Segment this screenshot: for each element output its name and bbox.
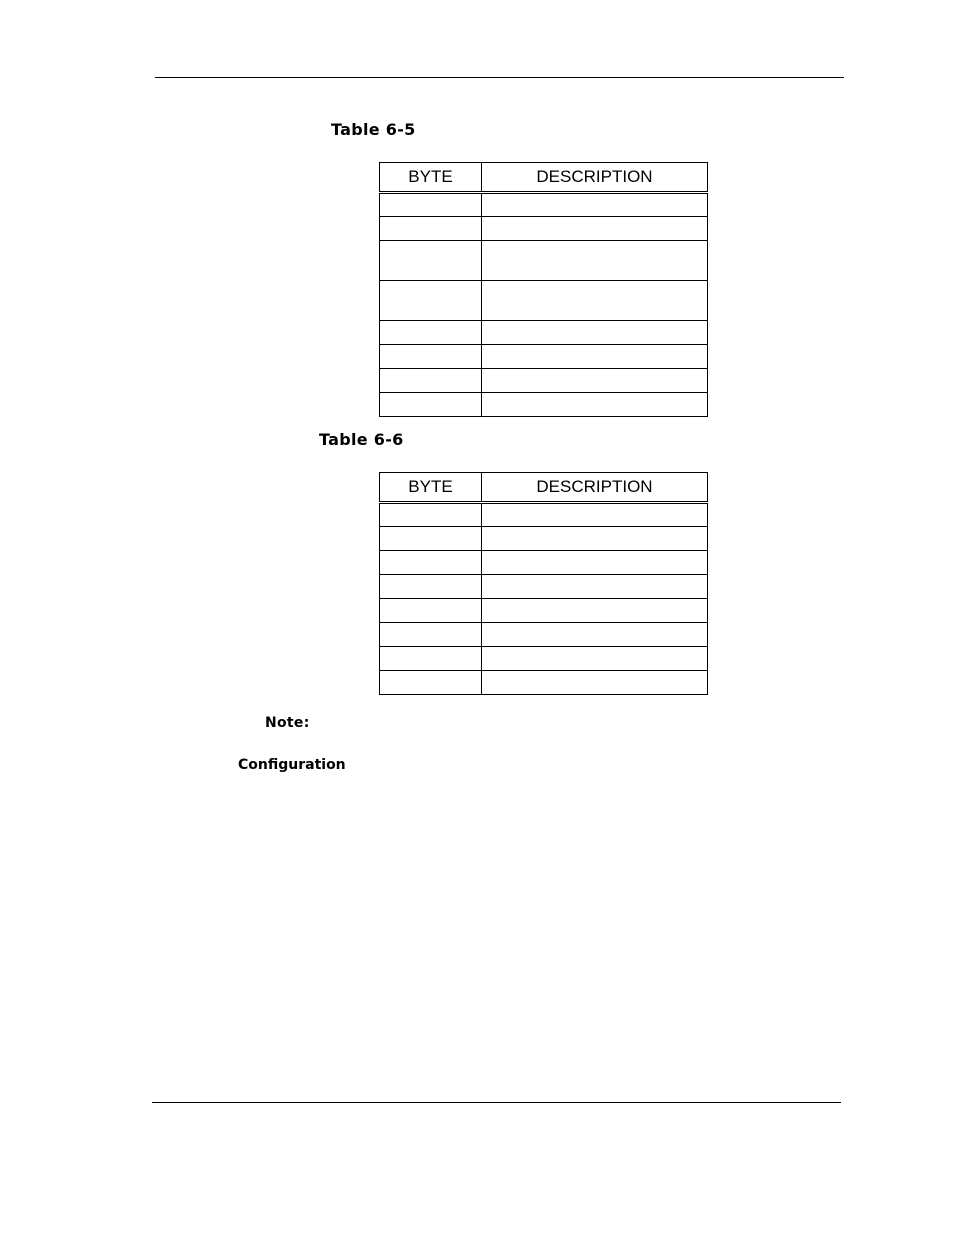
table-row: [380, 503, 708, 527]
header-rule: [155, 77, 844, 78]
table-row: [380, 369, 708, 393]
table-row: [380, 345, 708, 369]
table-row: [380, 671, 708, 695]
byte-cell: [380, 393, 482, 417]
description-cell: [482, 575, 708, 599]
description-cell: [482, 527, 708, 551]
byte-cell: [380, 647, 482, 671]
byte-column-header: BYTE: [380, 163, 482, 193]
table-row: [380, 193, 708, 217]
byte-cell: [380, 503, 482, 527]
table-row: [380, 241, 708, 281]
table-header-row: [380, 473, 708, 503]
description-cell: [482, 503, 708, 527]
table-row: [380, 527, 708, 551]
byte-cell: [380, 599, 482, 623]
description-cell: [482, 599, 708, 623]
description-column-header: DESCRIPTION: [482, 473, 708, 503]
table-6-6: [379, 472, 708, 695]
description-cell: [482, 623, 708, 647]
footer-rule: [152, 1102, 841, 1103]
description-cell: [482, 369, 708, 393]
table-6-5-body: [380, 193, 708, 417]
table-6-6-caption: Table 6-6: [319, 430, 404, 449]
description-cell: [482, 671, 708, 695]
table-row: [380, 281, 708, 321]
table-row: [380, 551, 708, 575]
description-cell: [482, 193, 708, 217]
table-row: [380, 575, 708, 599]
byte-cell: [380, 575, 482, 599]
note-label: Note:: [265, 715, 310, 731]
table-row: [380, 623, 708, 647]
table-row: [380, 647, 708, 671]
table-6-5-caption: Table 6-5: [331, 120, 416, 139]
table-header-row: [380, 163, 708, 193]
byte-cell: [380, 345, 482, 369]
description-cell: [482, 217, 708, 241]
byte-cell: [380, 281, 482, 321]
byte-cell: [380, 623, 482, 647]
byte-cell: [380, 321, 482, 345]
byte-cell: [380, 551, 482, 575]
description-cell: [482, 393, 708, 417]
byte-cell: [380, 217, 482, 241]
description-cell: [482, 345, 708, 369]
byte-column-header: BYTE: [380, 473, 482, 503]
description-cell: [482, 321, 708, 345]
byte-cell: [380, 671, 482, 695]
table-row: [380, 321, 708, 345]
description-cell: [482, 281, 708, 321]
byte-cell: [380, 527, 482, 551]
table-6-5: [379, 162, 708, 417]
byte-cell: [380, 369, 482, 393]
table-6-6-body: [380, 503, 708, 695]
byte-cell: [380, 241, 482, 281]
byte-cell: [380, 193, 482, 217]
description-column-header: DESCRIPTION: [482, 163, 708, 193]
table-row: [380, 599, 708, 623]
description-cell: [482, 551, 708, 575]
table-row: [380, 217, 708, 241]
table-row: [380, 393, 708, 417]
configuration-heading: Configuration: [238, 757, 346, 773]
description-cell: [482, 241, 708, 281]
description-cell: [482, 647, 708, 671]
